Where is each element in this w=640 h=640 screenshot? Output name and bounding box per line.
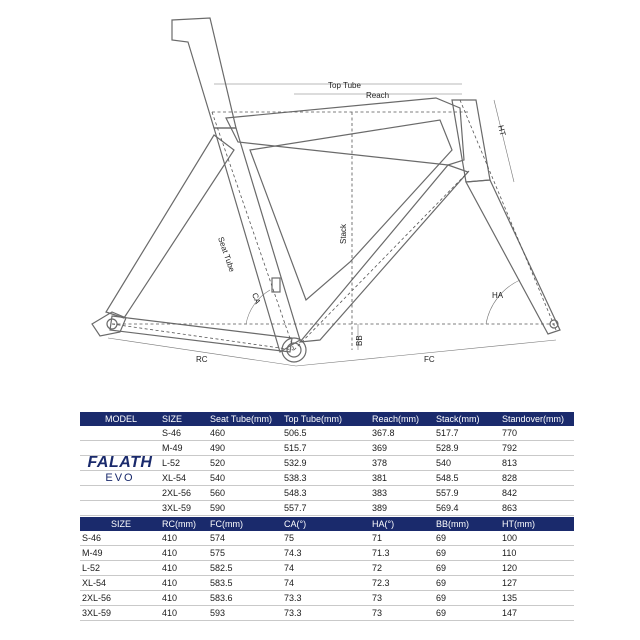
table-row [80, 561, 574, 576]
brand-name: FALATH [87, 454, 153, 471]
table-cell: 792 [500, 441, 574, 456]
table-cell: 73 [370, 606, 434, 621]
table-cell: 3XL-59 [80, 606, 160, 621]
table-row [80, 486, 574, 501]
top-tube-outline [226, 98, 464, 165]
table-cell: 369 [370, 441, 434, 456]
ht-label: HT [496, 124, 508, 137]
table-cell: 770 [500, 426, 574, 441]
column-header: SIZE [80, 517, 160, 531]
table-cell: XL-54 [80, 576, 160, 591]
table-cell: 69 [434, 561, 500, 576]
table-cell: 557.7 [282, 501, 370, 516]
seat-stay-outline [106, 135, 234, 318]
table-cell: 3XL-59 [160, 501, 208, 516]
table-cell: 575 [208, 546, 282, 561]
table-cell: 72 [370, 561, 434, 576]
bb-label: BB [355, 335, 364, 346]
table-cell: 460 [208, 426, 282, 441]
top-tube-label: Top Tube [328, 81, 361, 90]
table-cell: 367.8 [370, 426, 434, 441]
table-cell: 590 [208, 501, 282, 516]
table-cell: 75 [282, 531, 370, 546]
table-cell: 74.3 [282, 546, 370, 561]
table-cell: 583.5 [208, 576, 282, 591]
column-header: Top Tube(mm) [282, 412, 370, 426]
column-header: RC(mm) [160, 517, 208, 531]
table-row [80, 441, 574, 456]
ha-arc [486, 280, 520, 324]
table-row [80, 471, 574, 486]
table-cell: 74 [282, 561, 370, 576]
table-cell: 528.9 [434, 441, 500, 456]
table-cell: 147 [500, 606, 574, 621]
table-cell: 72.3 [370, 576, 434, 591]
table-cell: 532.9 [282, 456, 370, 471]
table-cell: 574 [208, 531, 282, 546]
column-header: Standover(mm) [500, 412, 574, 426]
table-cell: 69 [434, 546, 500, 561]
table-cell: 582.5 [208, 561, 282, 576]
table-cell: 100 [500, 531, 574, 546]
table-cell: 548.5 [434, 471, 500, 486]
table-cell: 515.7 [282, 441, 370, 456]
column-header: BB(mm) [434, 517, 500, 531]
table-cell: 540 [208, 471, 282, 486]
ht-dimension [494, 100, 514, 182]
table-cell: 69 [434, 531, 500, 546]
table-cell: 410 [160, 606, 208, 621]
column-header: FC(mm) [208, 517, 282, 531]
table-cell: 110 [500, 546, 574, 561]
table-cell: 71.3 [370, 546, 434, 561]
table-cell: 127 [500, 576, 574, 591]
chainstay-line [112, 324, 294, 350]
table-cell: 120 [500, 561, 574, 576]
table-cell: 73 [370, 591, 434, 606]
table-cell: 378 [370, 456, 434, 471]
table-cell: 863 [500, 501, 574, 516]
table-cell: 410 [160, 531, 208, 546]
column-header: CA(°) [282, 517, 370, 531]
fork-outline [466, 180, 560, 334]
table-cell: 135 [500, 591, 574, 606]
chain-stay-outline [110, 316, 292, 352]
table-cell: 69 [434, 591, 500, 606]
table-row [80, 546, 574, 561]
table-cell: 410 [160, 546, 208, 561]
stack-label: Stack [339, 223, 348, 244]
table-row [80, 426, 574, 441]
downtube-line [294, 170, 470, 350]
table-cell: 73.3 [282, 591, 370, 606]
table-cell: 389 [370, 501, 434, 516]
table-cell: 583.6 [208, 591, 282, 606]
geometry-table-2 [80, 517, 574, 621]
column-header: SIZE [160, 412, 208, 426]
table-cell: 520 [208, 456, 282, 471]
column-header: HT(mm) [500, 517, 574, 531]
table-header [80, 412, 574, 426]
table-row [80, 591, 574, 606]
table-cell: 71 [370, 531, 434, 546]
fc-label: FC [424, 355, 435, 364]
table-cell: 538.3 [282, 471, 370, 486]
table-cell: 517.7 [434, 426, 500, 441]
reach-label: Reach [366, 91, 390, 100]
table-cell: 410 [160, 591, 208, 606]
table-cell: 842 [500, 486, 574, 501]
seat-tube-line [212, 112, 294, 350]
column-header: Seat Tube(mm) [208, 412, 282, 426]
table-cell: 560 [208, 486, 282, 501]
table-cell: 490 [208, 441, 282, 456]
column-header: HA(°) [370, 517, 434, 531]
seatpost-outline [172, 18, 236, 128]
table-row [80, 456, 574, 471]
brand-model: EVO [105, 472, 135, 484]
table-cell: S-46 [80, 531, 160, 546]
table-cell: 813 [500, 456, 574, 471]
table-cell: L-52 [160, 456, 208, 471]
table-cell: 569.4 [434, 501, 500, 516]
table-cell: 381 [370, 471, 434, 486]
table-row [80, 576, 574, 591]
ca-label: CA [250, 291, 263, 306]
table-row [80, 606, 574, 621]
table-header [80, 517, 574, 531]
rc-label: RC [196, 355, 208, 364]
rear-dropout [92, 312, 126, 336]
head-tube-outline [452, 100, 490, 182]
seat-tube-label: Seat Tube [216, 235, 237, 274]
column-header: Stack(mm) [434, 412, 500, 426]
table-cell: 69 [434, 576, 500, 591]
table-cell: 828 [500, 471, 574, 486]
geometry-table-1 [80, 412, 574, 516]
table-cell: S-46 [160, 426, 208, 441]
table-cell: 410 [160, 561, 208, 576]
table-cell: M-49 [160, 441, 208, 456]
table-cell: L-52 [80, 561, 160, 576]
table-cell: 506.5 [282, 426, 370, 441]
table-cell: XL-54 [160, 471, 208, 486]
table-cell: 548.3 [282, 486, 370, 501]
table-cell: 383 [370, 486, 434, 501]
column-header: MODEL [80, 412, 160, 426]
table-cell: 410 [160, 576, 208, 591]
table-row [80, 501, 574, 516]
table-cell: 557.9 [434, 486, 500, 501]
table-cell: 2XL-56 [80, 591, 160, 606]
table-cell: 593 [208, 606, 282, 621]
table-cell: 73.3 [282, 606, 370, 621]
table-cell: 74 [282, 576, 370, 591]
ha-label: HA [492, 291, 504, 300]
table-cell: 540 [434, 456, 500, 471]
down-tube-outline [300, 165, 468, 342]
column-header: Reach(mm) [370, 412, 434, 426]
table-cell: M-49 [80, 546, 160, 561]
table-cell: 2XL-56 [160, 486, 208, 501]
table-row [80, 531, 574, 546]
table-cell: 69 [434, 606, 500, 621]
